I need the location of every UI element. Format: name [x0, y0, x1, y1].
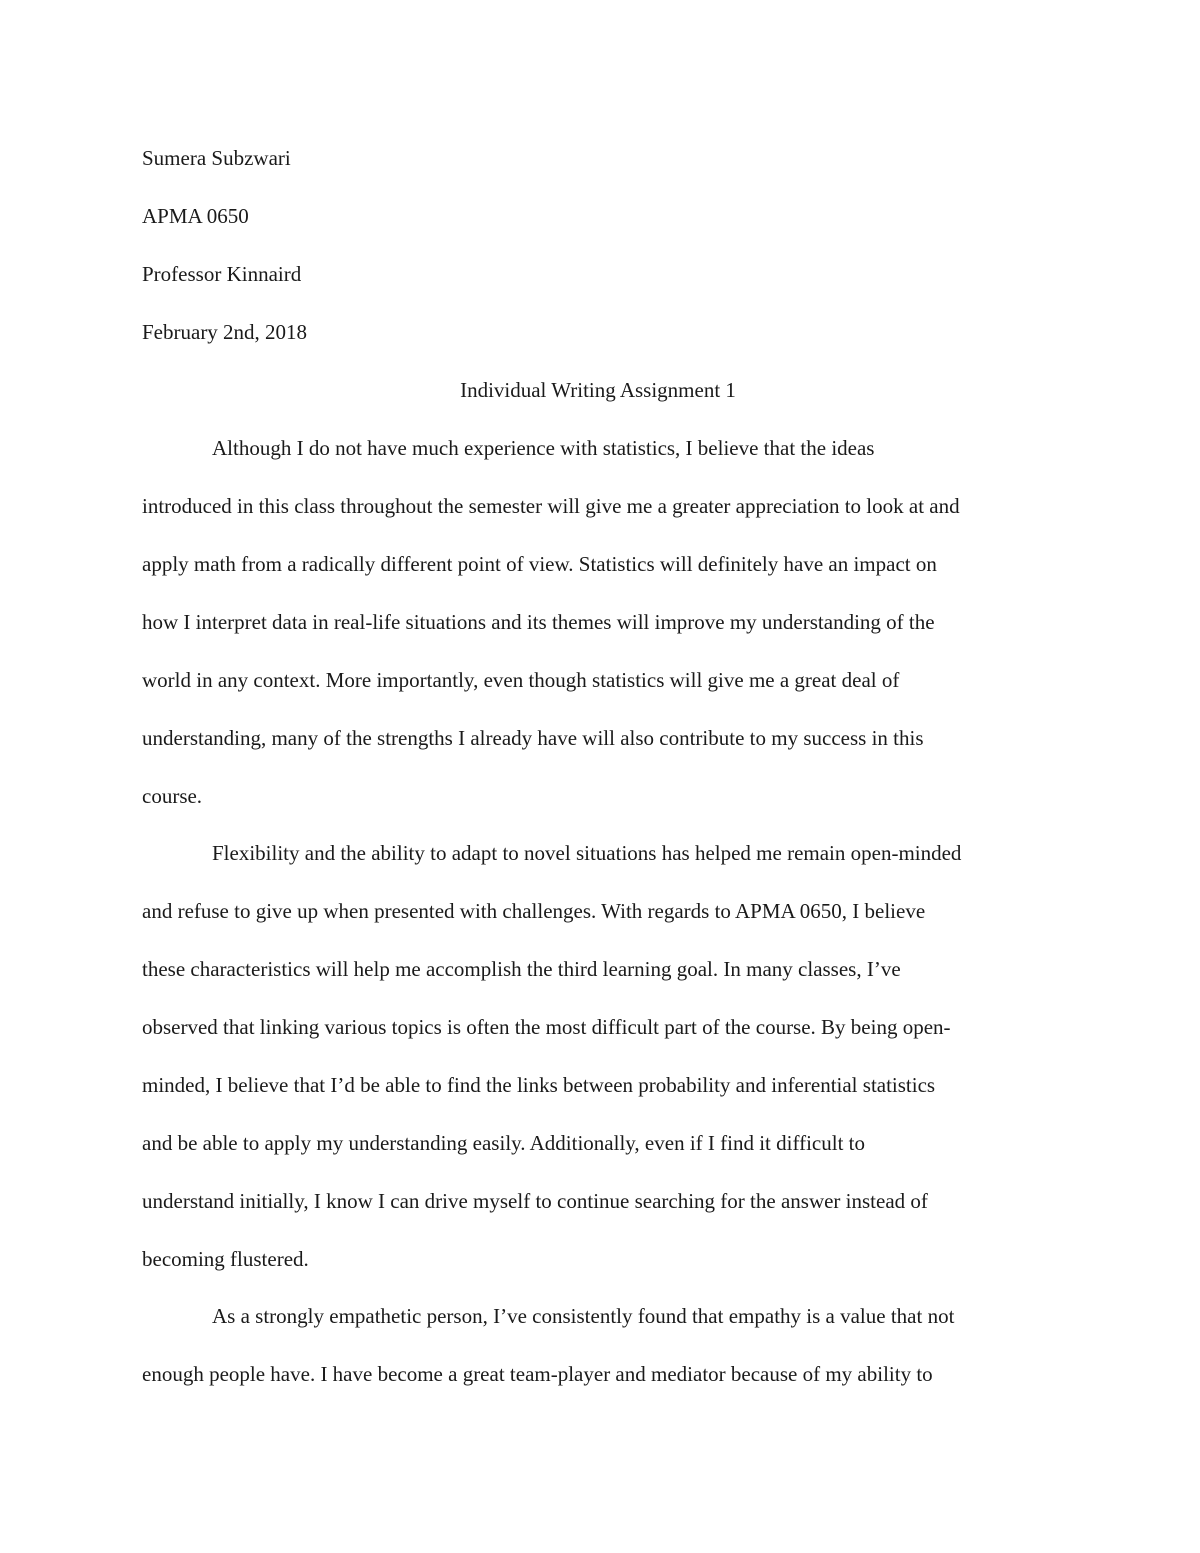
paragraph-line: Flexibility and the ability to adapt to novel situations has helped me remain open-minded	[212, 841, 962, 865]
paragraph-line: As a strongly empathetic person, I’ve consistently found that empathy is a value that not	[212, 1304, 955, 1328]
course-code: APMA 0650	[142, 204, 249, 228]
paragraph-line: observed that linking various topics is often the most difficult part of the course. By being open-	[142, 1015, 951, 1039]
paragraph-line: understanding, many of the strengths I already have will also contribute to my success in this	[142, 726, 924, 750]
paragraph-line: enough people have. I have become a great team-player and mediator because of my ability to	[142, 1362, 933, 1386]
paragraph-line: course.	[142, 784, 203, 808]
document-title: Individual Writing Assignment 1	[460, 378, 736, 402]
paragraph-line: becoming flustered.	[142, 1247, 309, 1271]
paragraph-line: how I interpret data in real-life situations and its themes will improve my understanding of the	[142, 610, 935, 634]
paragraph-line: and be able to apply my understanding easily. Additionally, even if I find it difficult to	[142, 1131, 865, 1155]
instructor-name: Professor Kinnaird	[142, 262, 302, 286]
paragraph-line: understand initially, I know I can drive myself to continue searching for the answer instead of	[142, 1189, 928, 1213]
paragraph-line: Although I do not have much experience with statistics, I believe that the ideas	[212, 436, 875, 460]
paragraph-line: apply math from a radically different point of view. Statistics will definitely have an impact on	[142, 552, 937, 576]
document-date: February 2nd, 2018	[142, 320, 308, 344]
paragraph-line: these characteristics will help me accomplish the third learning goal. In many classes, I’ve	[142, 957, 901, 981]
paragraph-line: world in any context. More importantly, even though statistics will give me a great deal of	[142, 668, 900, 692]
paragraph-line: and refuse to give up when presented with challenges. With regards to APMA 0650, I believe	[142, 899, 926, 923]
paragraph-line: introduced in this class throughout the semester will give me a greater appreciation to look at and	[142, 494, 960, 518]
paragraph-line: minded, I believe that I’d be able to find the links between probability and inferential statistics	[142, 1073, 936, 1097]
author-name: Sumera Subzwari	[142, 146, 291, 170]
